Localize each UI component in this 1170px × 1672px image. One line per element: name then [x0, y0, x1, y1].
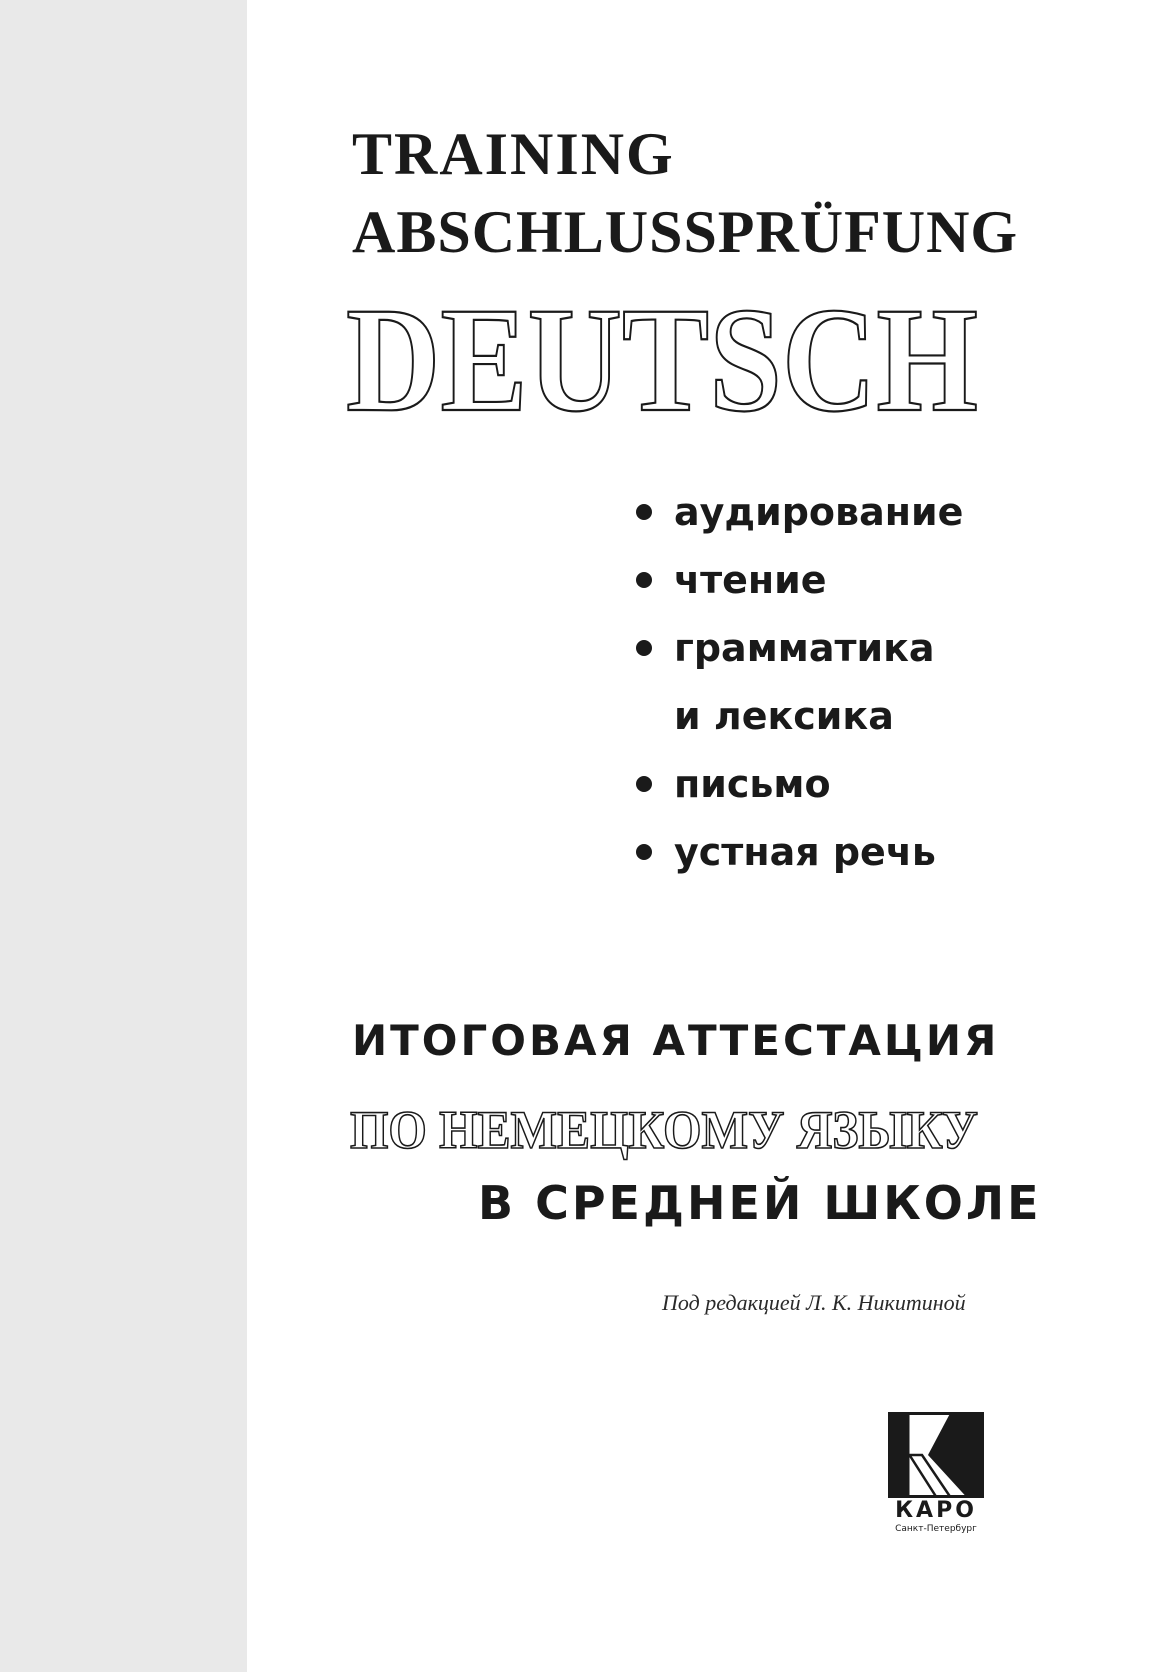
bullet-icon: [636, 504, 652, 520]
bullet-icon: [636, 844, 652, 860]
skill-label: и лексика: [674, 694, 894, 738]
title-deutsch-text: DEUTSCH: [346, 277, 978, 443]
list-item: [632, 614, 963, 682]
subtitle-line2: [348, 1092, 988, 1162]
editor-credit: Под редакцией Л. К. Никитиной: [662, 1290, 966, 1315]
list-item: [632, 682, 963, 750]
skill-label: чтение: [674, 558, 827, 602]
subtitle-line2-text: ПО НЕМЕЦКОМУ ЯЗЫКУ: [350, 1100, 978, 1160]
list-item: [632, 818, 963, 886]
list-item: [632, 750, 963, 818]
publisher-logo: [880, 1412, 1000, 1534]
skill-label: грамматика: [674, 626, 935, 670]
publisher-name: КАРО: [895, 1498, 977, 1523]
list-item: [632, 546, 963, 614]
skill-label: устная речь: [674, 830, 936, 874]
spine-margin: [0, 0, 247, 1672]
skill-label: письмо: [674, 762, 831, 806]
bullet-icon: [636, 640, 652, 656]
title-training: TRAINING: [352, 121, 675, 187]
title-deutsch: [344, 277, 984, 443]
skills-list: [632, 478, 963, 886]
bullet-icon: [636, 776, 652, 792]
list-item: [632, 478, 963, 546]
subtitle-line3: В СРЕДНЕЙ ШКОЛЕ: [478, 1176, 1042, 1230]
skill-label: аудирование: [674, 490, 964, 534]
bullet-icon: [636, 572, 652, 588]
karo-k-logo-icon: [888, 1412, 984, 1498]
publisher-city: Санкт-Петербург: [895, 1524, 977, 1534]
subtitle-line1: ИТОГОВАЯ АТТЕСТАЦИЯ: [352, 1016, 1000, 1065]
title-abschlusspruefung: ABSCHLUSSPRÜFUNG: [352, 199, 1019, 265]
